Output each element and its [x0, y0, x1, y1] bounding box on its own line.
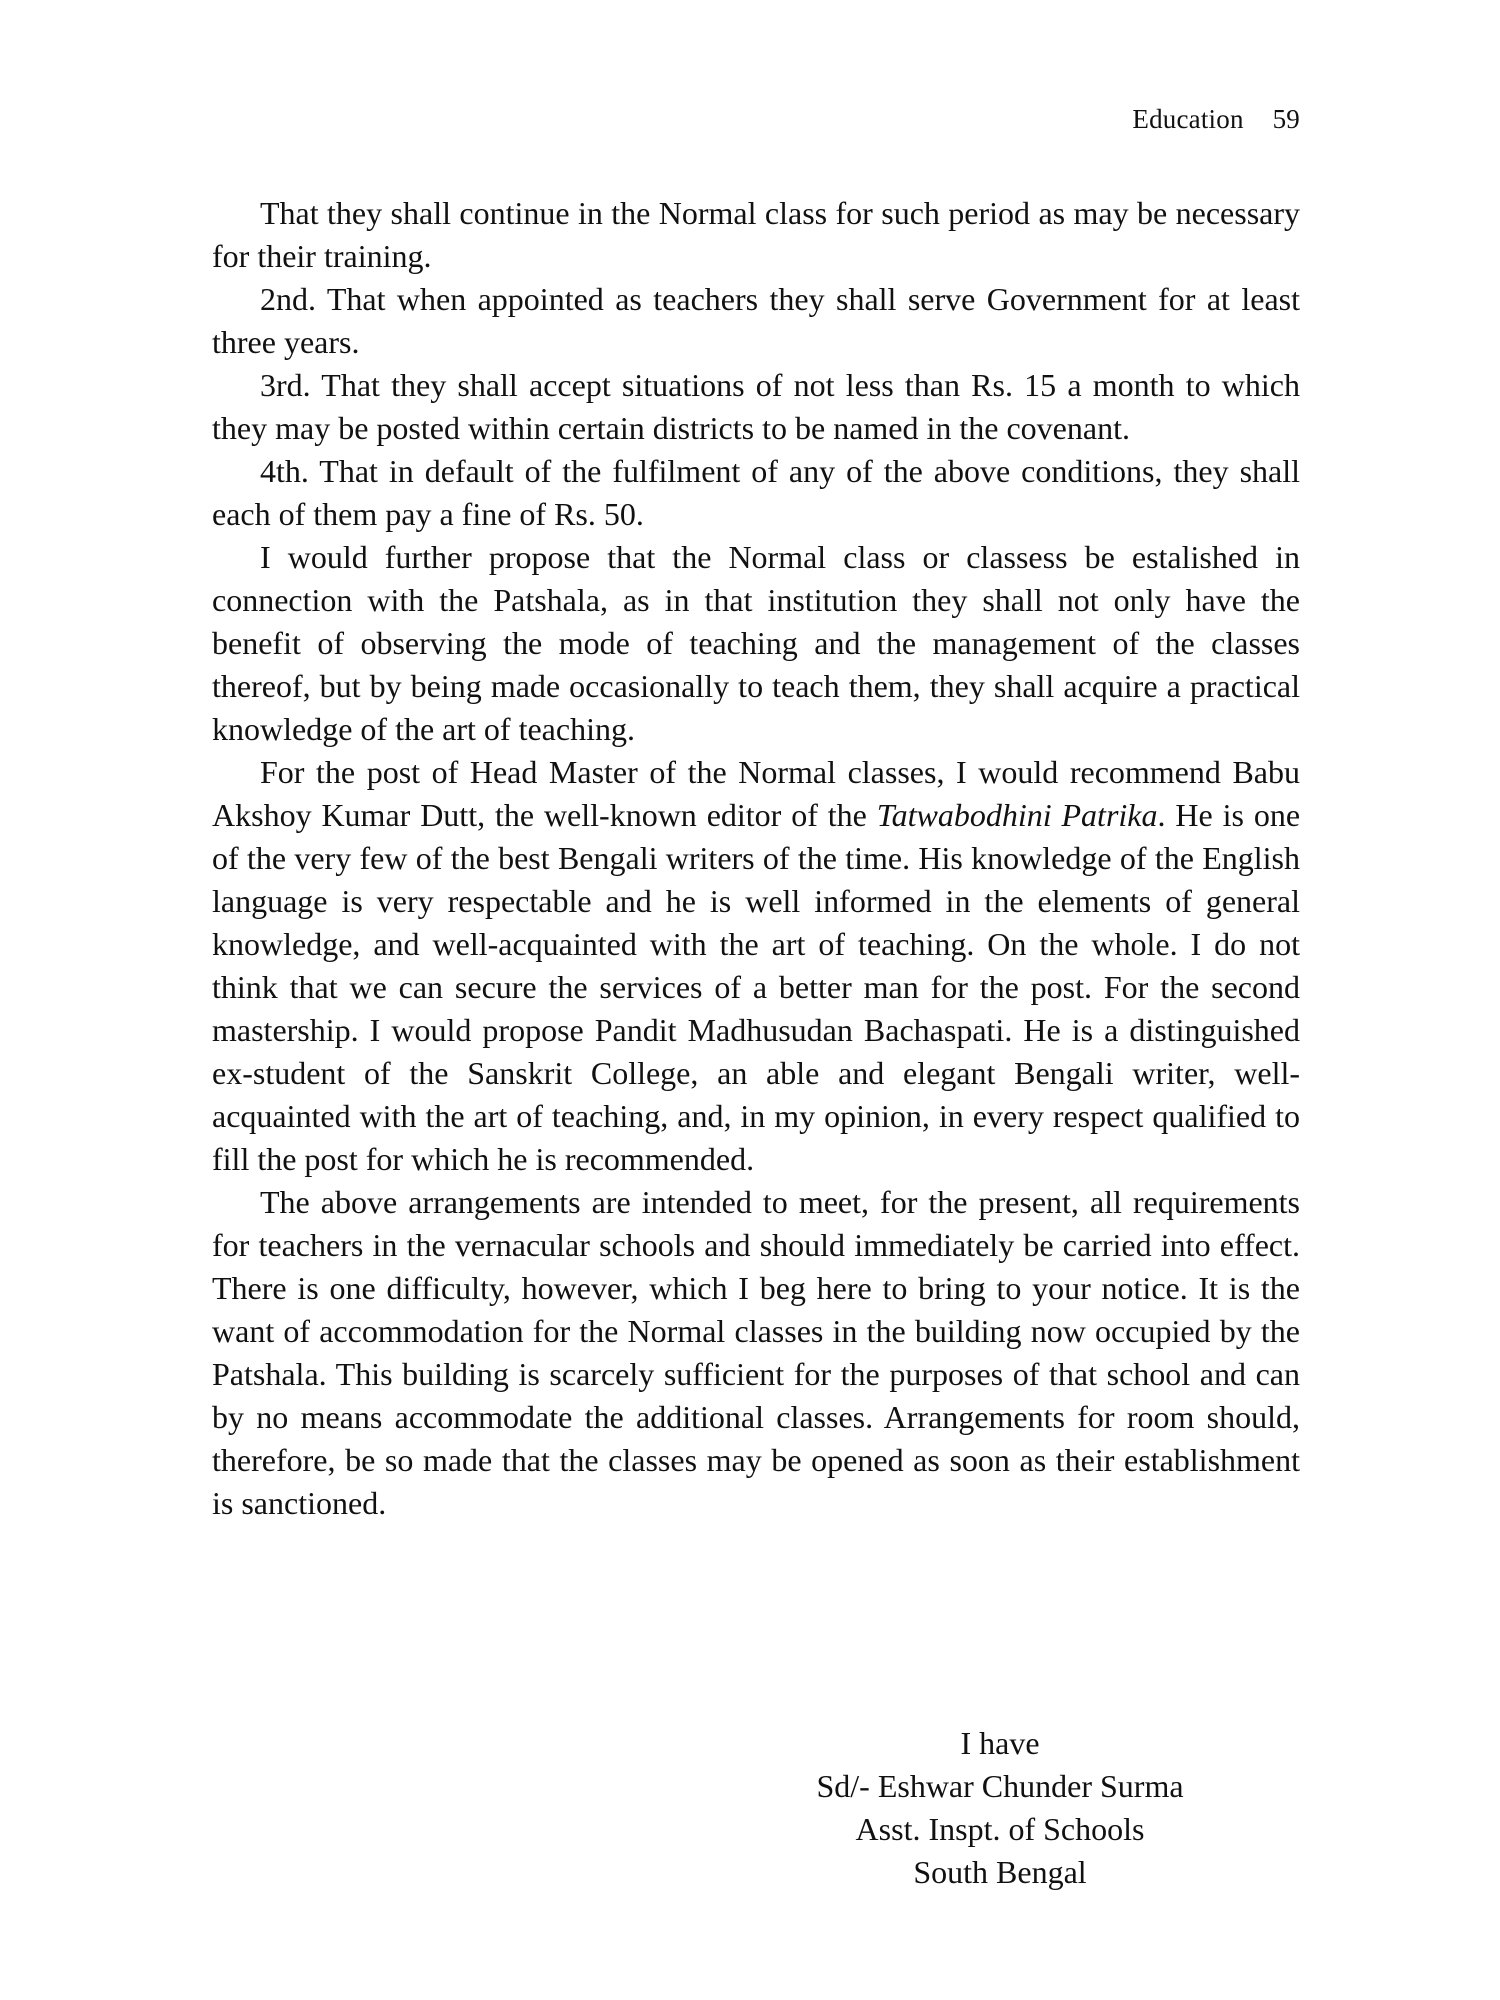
paragraph-head-master-recommendation	[212, 751, 1300, 1181]
paragraph-condition-1: That they shall continue in the Normal class for such period as may be necessary for their training.	[212, 195, 1300, 274]
paragraph-condition-3: 3rd. That they shall accept situations of not less than Rs. 15 a month to which they may be posted within certain districts to be named in the covenant.	[212, 367, 1300, 446]
paragraph-text-after: . He is one of the very few of the best Bengali writers of the time. His knowledge of the English language is very respectable and he is well informed in the elements of general knowledge, and well-acquainted with the art of teaching. On the whole. I do not think that we can secure the services of a better man for the post. For the second mastership. I would propose Pandit Madhusudan Bachaspati. He is a distinguished ex-student of the Sanskrit College, an able and elegant Bengali writer, well-acquainted with the art of teaching, and, in my opinion, in every respect qualified to fill the post for which he is recommended.	[212, 797, 1301, 1177]
signature-closing: I have	[960, 1725, 1040, 1761]
body-text	[212, 192, 1300, 1525]
signature-title: Asst. Inspt. of Schools	[855, 1811, 1145, 1847]
paragraph-text-before: For the post of Head Master of the Normal classes, I would recommend Babu Akshoy Kumar Dutt, the well-known editor of the	[212, 754, 1300, 833]
paragraph-normal-class-proposal: I would further propose that the Normal class or classess be estalished in connection with the Patshala, as in that institution they shall not only have the benefit of observing the mode of teaching and the management of the classes thereof, but by being made occasionally to teach them, they shall acquire a practical knowledge of the art of teaching.	[212, 539, 1300, 747]
publication-title: Tatwabodhini Patrika	[876, 797, 1158, 833]
section-title: Education	[1132, 104, 1244, 134]
running-head	[1132, 104, 1300, 135]
page-number: 59	[1272, 104, 1300, 134]
paragraph-condition-2: 2nd. That when appointed as teachers they shall serve Government for at least three years.	[212, 281, 1300, 360]
paragraph-accommodation: The above arrangements are intended to meet, for the present, all requirements for teachers in the vernacular schools and should immediately be carried into effect. There is one difficulty, however, which I beg here to bring to your notice. It is the want of accommodation for the Normal classes in the building now occupied by the Patshala. This building is scarcely sufficient for the purposes of that school and can by no means accommodate the additional classes. Arrangements for room should, therefore, be so made that the classes may be opened as soon as their establishment is sanctioned.	[212, 1184, 1300, 1521]
signature-name: Sd/- Eshwar Chunder Surma	[816, 1768, 1184, 1804]
signature-region: South Bengal	[913, 1854, 1087, 1890]
paragraph-condition-4: 4th. That in default of the fulfilment of any of the above conditions, they shall each of them pay a fine of Rs. 50.	[212, 453, 1300, 532]
signature-block	[770, 1722, 1230, 1894]
